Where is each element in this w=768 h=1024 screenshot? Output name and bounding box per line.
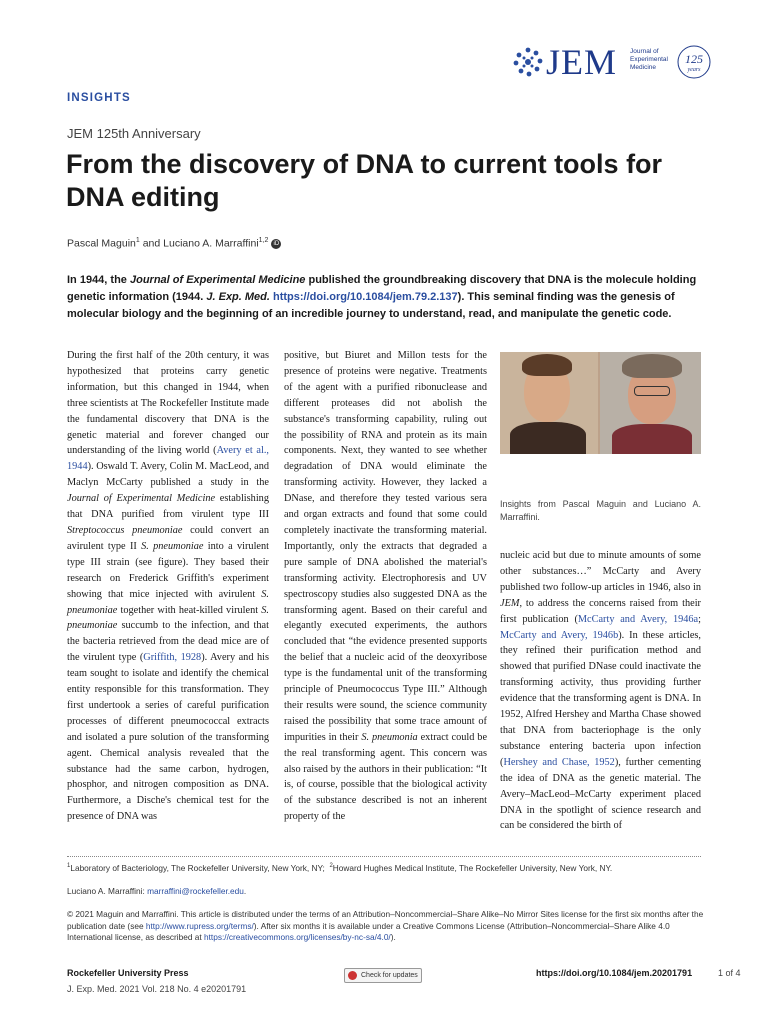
body-column-3: nucleic acid but due to minute amounts of some other substances…” McCarty and Avery published two follow-up articles in 1946, also in JEM, to address the concerns raised from their first publication (McCarty and Avery, 1946a; McCarty and Avery, 1946b). In these articles, they refined their purification method and showed that purified DNase could inactivate the transforming activity, thus providing further evidence that the transforming agent is DNA. In 1952, Alfred Hershey and Martha Chase showed that DNA from bacteriophage is the only substance entering bacteria upon infection (Hershey and Chase, 1952), further cementing the idea of DNA as the genetic material. The Avery–MacLeod–McCarty experiment placed DNA in the spotlight of science research and can be considered the birth of — [500, 550, 702, 832]
anniversary-badge-icon — [676, 44, 712, 80]
photo-caption: Insights from Pascal Maguin and Luciano A. Marraffini. — [500, 499, 701, 522]
logo-journal-name: Journal of Experimental Medicine — [630, 48, 668, 71]
citation-line: J. Exp. Med. 2021 Vol. 218 No. 4 e20201791 — [67, 984, 247, 994]
doi-link[interactable]: https://doi.org/10.1084/jem.79.2.137 — [273, 291, 458, 303]
terms-link[interactable]: http://www.rupress.org/terms/ — [145, 920, 254, 931]
logo-text: JEM — [546, 42, 618, 82]
author-portrait-right — [600, 352, 701, 454]
reference-link[interactable]: McCarty and Avery, 1946a — [577, 613, 699, 625]
correspondence: Luciano A. Marraffini: marraffini@rockefeller.edu. — [67, 886, 247, 896]
svg-text:years: years — [687, 67, 701, 73]
footnote-divider — [67, 856, 701, 857]
email-link[interactable]: marraffini@rockefeller.edu — [147, 886, 244, 896]
article-title: From the discovery of DNA to current tools for DNA editing — [66, 149, 663, 212]
page-number: 1 of 4 — [718, 968, 741, 978]
molecule-dots-icon — [512, 46, 544, 78]
reference-link[interactable]: Griffith, 1928 — [143, 652, 202, 664]
crossmark-icon — [348, 971, 357, 980]
affiliations: $^1$Laboratory of Bacteriology, The Rockefeller University, New York, NY; $^2$Howard Hughes Medical Institute, The Rockefeller University, New York, NY. — [67, 862, 613, 873]
body-column-2: positive, but Biuret and Millon tests for the presence of proteins were negative. Treatments of the agent with a purified ribonuclease and different proteases did not abolish the substance's transforming capability, ruling out the possibility of RNA and protein as its main components. Next, they wanted to see whether degradation of DNA would eliminate the transforming activity. However, they lacked a DNase, and therefore they tested various sera and organ extracts and found that some could completely inactivate the transforming material. Importantly, only the extracts that degraded a pure sample of DNA abolished the material's transforming activity. Electrophoresis and UV spectroscopy studies also suggested DNA as the transforming agent. Based on their careful and elegantly executed experiments, the authors concluded that “the evidence presented supports the belief that a nucleic acid of the deoxyribose type is the fundamental unit of the transforming principle of Pneumococcus Type III.” Although their results were sound, the science community raised the possibility that some trace amount of impurities in their S. pneumonia extract could be the real transforming agent. This concern was also raised by the authors in their publication: “It is, of course, possible that the biological activity of the substance described is not an inherent property of the — [284, 350, 488, 823]
series-label: JEM 125th Anniversary — [67, 126, 201, 141]
body-column-1: During the first half of the 20th century, it was hypothesized that proteins carry genetic information, but this changed in 1944, when three scientists at The Rockefeller Institute made the fundamental discovery that DNA is the genetic material and forever changed our understanding of the living world (Avery et al., 1944). Oswald T. Avery, Colin M. MacLeod, and Maclyn McCarty published a study in the Journal of Experimental Medicine establishing that DNA purified from virulent type III Streptococcus pneumoniae could convert an avirulent type II S. pneumoniae into a virulent type III strain (see figure). They based their research on Frederick Griffith's experiment showing that mice injected with avirulent S. pneumoniae together with heat-killed virulent S. pneumoniae succumb to the infection, and that the bacteria retrieved from the dead mice are of the virulent type (Griffith, 1928). Avery and his team sought to isolate and identify the chemical entity responsible for this transformation. They first undertook a series of careful purification processes of different pneumococcal extracts and isolated a pure solution of the transforming agent. Chemical analysis revealed that the substance had the same carbon, hydrogen, phosphor, and nitrogen composition as DNA. Furthermore, a Dische's chemical test for the presence of DNA was — [67, 350, 270, 823]
author-name: Pascal Maguin — [67, 237, 136, 250]
reference-link[interactable]: Hershey and Chase, 1952 — [503, 756, 615, 768]
author-list: Pascal Maguin$^1$ and Luciano A. Marraffini$^{1,2}$ iD — [67, 237, 281, 250]
svg-text:125: 125 — [685, 52, 703, 66]
section-label: INSIGHTS — [67, 92, 131, 104]
orcid-icon[interactable]: iD — [271, 239, 281, 249]
author-portrait-left — [500, 352, 598, 454]
license-link[interactable]: https://creativecommons.org/licenses/by-nc-sa/4.0/ — [203, 932, 391, 942]
publisher-name: Rockefeller University Press — [67, 968, 189, 978]
author-photo — [500, 352, 701, 454]
author-name: Luciano A. Marraffini — [163, 237, 259, 250]
abstract: In 1944, the Journal of Experimental Medicine published the groundbreaking discovery that DNA is the molecule holding genetic information (1944. J. Exp. Med. https://doi.org/10.1084/jem.79.2.137). This seminal finding was the genesis of molecular biology and the beginning of an incredible journey to understand, read, and manipulate the genetic code. — [67, 274, 697, 320]
license-notice: © 2021 Maguin and Marraffini. This article is distributed under the terms of an Attribution–Noncommercial–Share Alike–No Mirror Sites license for the first six months after the publication date (see http://www.rupress.org/terms/). After six months it is available under a Creative Commons License (Attribution–Noncommercial–Share Alike 4.0 International license, as described at https://creativecommons.org/licenses/by-nc-sa/4.0/). — [67, 909, 704, 942]
reference-link[interactable]: Avery et al., 1944 — [67, 445, 269, 473]
check-for-updates-button[interactable]: Check for updates — [344, 968, 422, 983]
article-doi-link[interactable]: https://doi.org/10.1084/jem.20201791 — [536, 968, 693, 978]
reference-link[interactable]: McCarty and Avery, 1946b — [500, 629, 619, 641]
jem-logo — [512, 42, 712, 84]
